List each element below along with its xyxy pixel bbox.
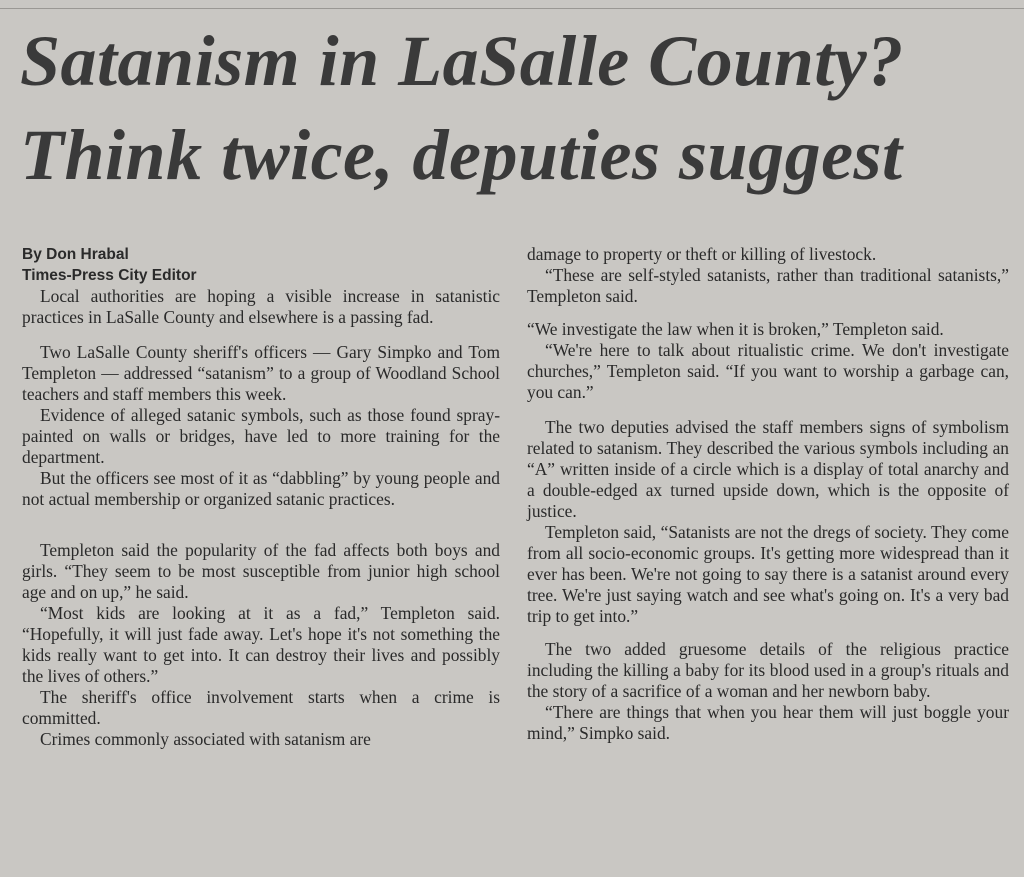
right-column: [527, 244, 1009, 744]
paragraph: Crimes commonly associated with satanism are: [40, 729, 371, 749]
paragraph: Local authorities are hoping a visible increase in satanistic practices in LaSalle County and elsewhere is a passing fad.: [22, 286, 500, 327]
paragraph: “There are things that when you hear them will just boggle your mind,” Simpko said.: [527, 702, 1009, 743]
paragraph: Templeton said, “Satanists are not the dregs of society. They come from all socio-economic groups. It's getting more widespread than it ever has been. We're not going to say there is a satanist around every tree. We're just saying watch and see what's going on. It's a very bad trip to get into.”: [527, 522, 1009, 626]
paragraph: The two deputies advised the staff members signs of symbolism related to satanism. They described the various symbols including an “A” written inside of a circle which is a display of total anarchy and a double-edged ax turned upside down, which is the opposite of justice.: [527, 417, 1009, 521]
cut-off-previous-text: [0, 0, 1024, 9]
left-column: [22, 244, 500, 750]
paragraph: The two added gruesome details of the religious practice including the killing a baby for its blood used in a group's rituals and the story of a sacrifice of a woman and her newborn baby.: [527, 639, 1009, 701]
paragraph: “We investigate the law when it is broken,” Templeton said.: [527, 319, 944, 339]
paragraph: But the officers see most of it as “dabbling” by young people and not actual membership or organized satanic practices.: [22, 468, 500, 509]
headline: [20, 14, 1010, 202]
byline-title: Times-Press City Editor: [22, 267, 197, 284]
paragraph: “These are self-styled satanists, rather than traditional satanists,” Templeton said.: [527, 265, 1009, 306]
paragraph: “Most kids are looking at it as a fad,” Templeton said. “Hopefully, it will just fade away. Let's hope it's not something the kids really want to get into. It can destroy their lives and possibly the lives of others.”: [22, 603, 500, 686]
paragraph: Two LaSalle County sheriff's officers — Gary Simpko and Tom Templeton — addressed “satanism” to a group of Woodland School teachers and staff members this week.: [22, 342, 500, 404]
headline-line-1: Satanism in LaSalle County?: [20, 21, 904, 101]
paragraph: Templeton said the popularity of the fad affects both boys and girls. “They seem to be most susceptible from junior high school age and on up,” he said.: [22, 540, 500, 602]
paragraph: “We're here to talk about ritualistic crime. We don't investigate churches,” Templeton said. “If you want to worship a garbage can, you can.”: [527, 340, 1009, 402]
byline-author: By Don Hrabal: [22, 246, 129, 263]
paragraph: The sheriff's office involvement starts when a crime is committed.: [22, 687, 500, 728]
paragraph: damage to property or theft or killing of livestock.: [527, 244, 877, 264]
paragraph: Evidence of alleged satanic symbols, such as those found spray-painted on walls or bridges, have led to more training for the department.: [22, 405, 500, 467]
headline-line-2: Think twice, deputies suggest: [20, 115, 903, 195]
